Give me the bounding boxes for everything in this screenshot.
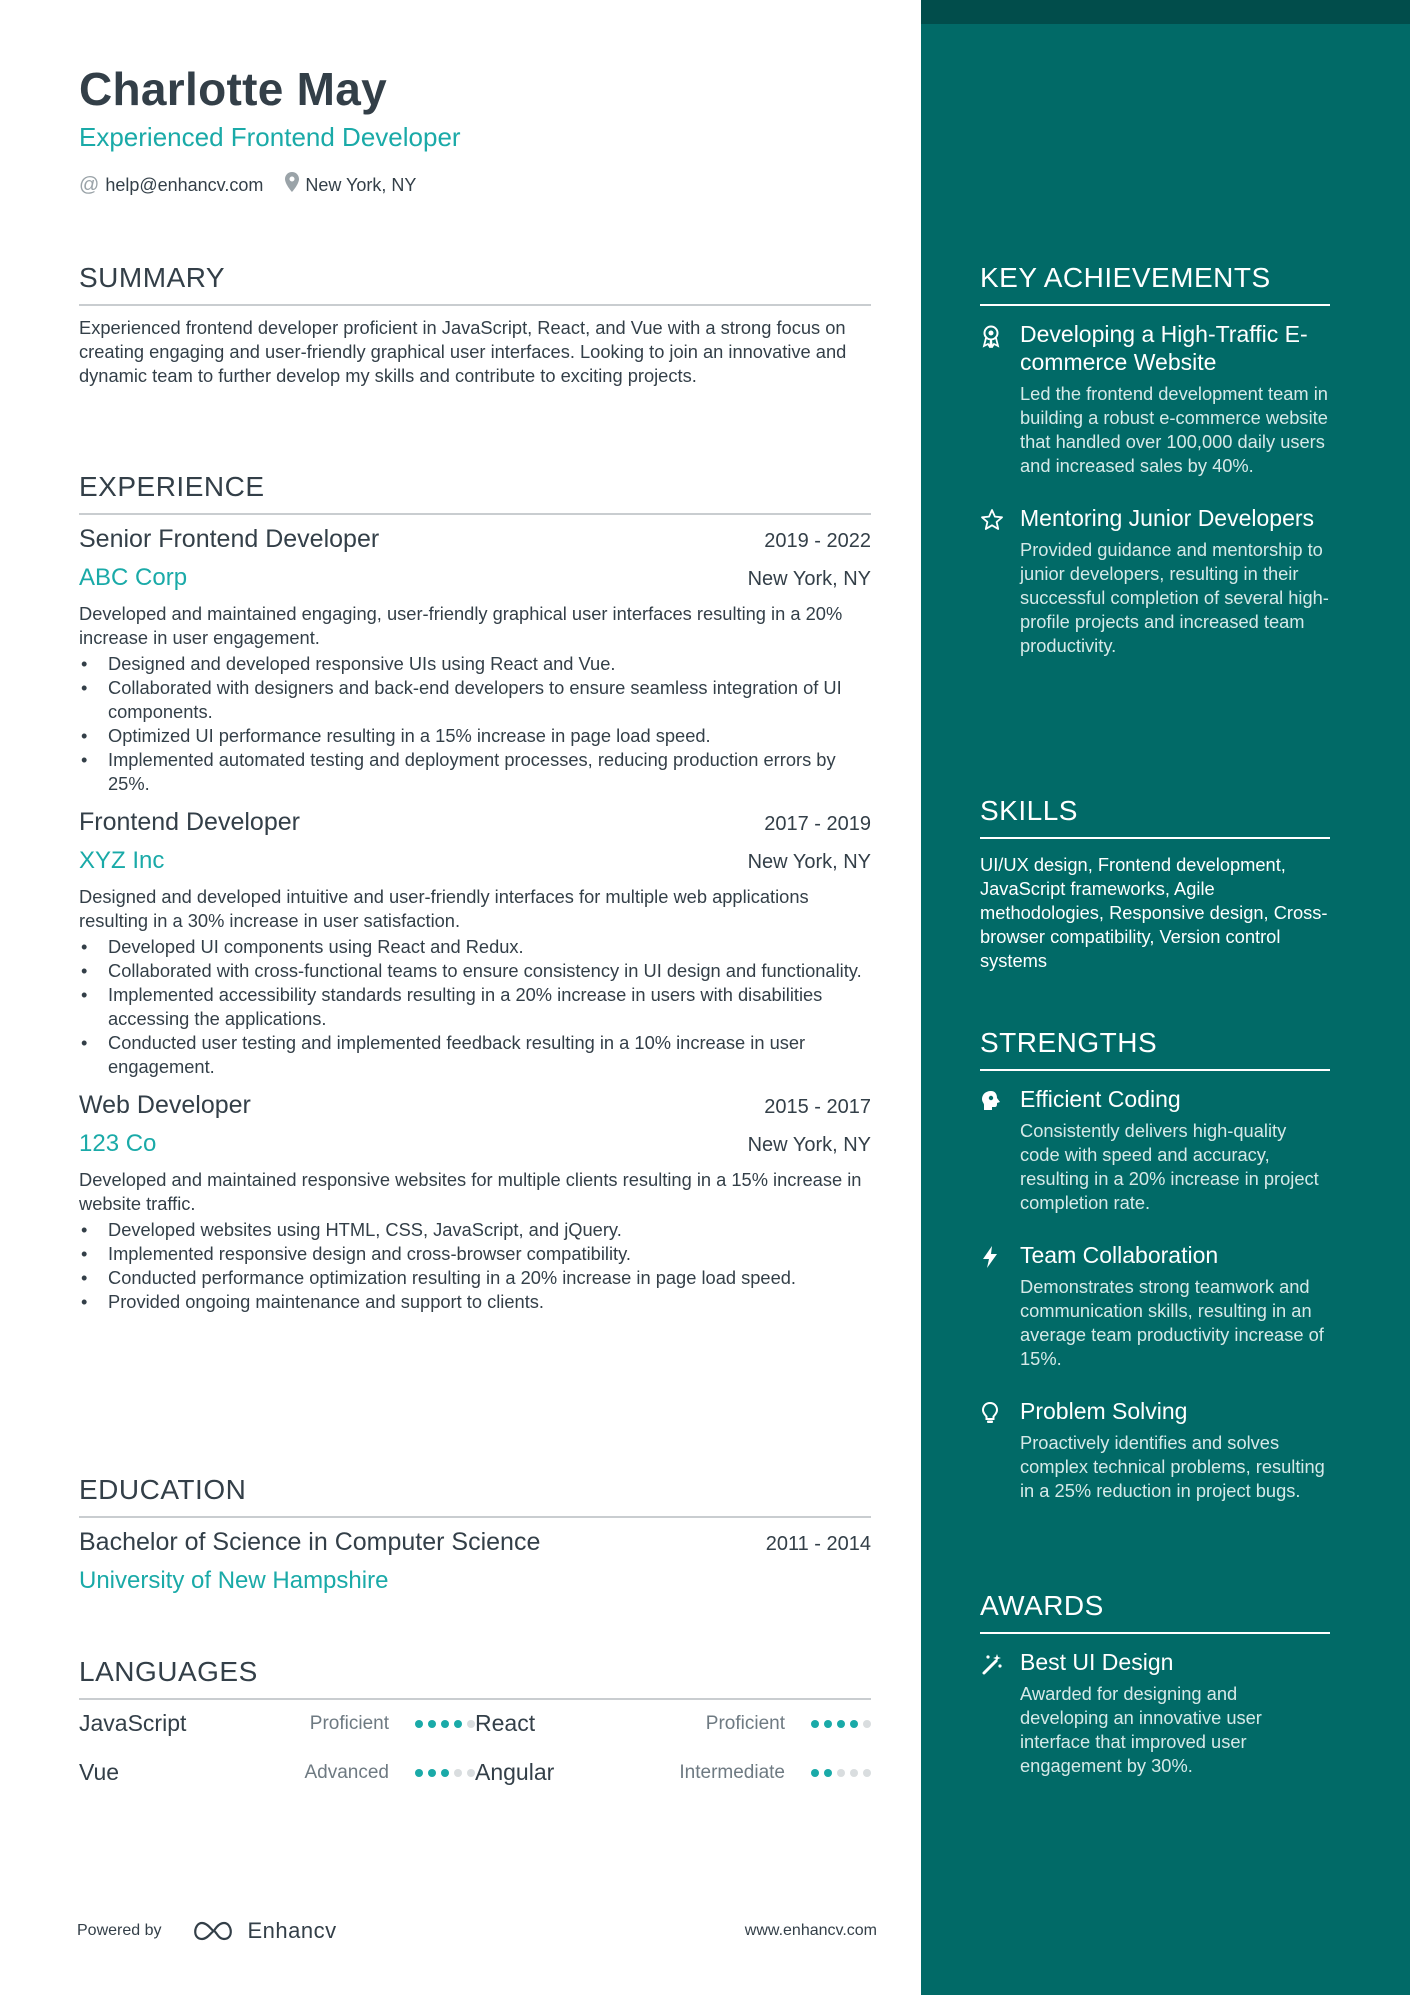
- achievement-item: [980, 320, 1330, 478]
- rating-dot: [824, 1720, 832, 1728]
- strength-item: [980, 1397, 1330, 1503]
- achievements-section: [980, 262, 1330, 684]
- location-pin-icon: [285, 172, 299, 198]
- job-location: New York, NY: [747, 851, 871, 873]
- award-item: [980, 1648, 1330, 1778]
- contact-info: [79, 172, 416, 198]
- language-level: Intermediate: [679, 1761, 785, 1783]
- award-icon: [980, 320, 1020, 478]
- experience-section: [79, 471, 871, 1326]
- achievement-text: Led the frontend development team in building a robust e-commerce website that handled over 100,000 daily users and increased sales by 40%.: [1020, 383, 1328, 476]
- rating-dot: [863, 1720, 871, 1728]
- languages-section: [79, 1656, 871, 1786]
- strengths-heading: STRENGTHS: [980, 1027, 1330, 1071]
- language-item: [79, 1710, 475, 1737]
- achievement-item: [980, 504, 1330, 658]
- list-item: • Designed and developed responsive UIs using React and Vue.: [79, 652, 871, 676]
- education-heading: EDUCATION: [79, 1474, 871, 1518]
- job-bullets: [79, 1218, 871, 1314]
- enhancv-logo[interactable]: [190, 1918, 337, 1944]
- lightning-icon: [980, 1241, 1020, 1371]
- language-name: Angular: [475, 1759, 555, 1785]
- job-description: Developed and maintained responsive websites for multiple clients resulting in a 15% increase in website traffic.: [79, 1169, 862, 1214]
- language-rating: [811, 1720, 871, 1728]
- rating-dot: [428, 1769, 436, 1777]
- rating-dot: [811, 1720, 819, 1728]
- website-link[interactable]: www.enhancv.com: [744, 1922, 877, 1939]
- list-item: • Conducted user testing and implemented feedback resulting in a 10% increase in user engagement.: [79, 1031, 871, 1079]
- strength-text: Proactively identifies and solves complex technical problems, resulting in a 25% reduction in project bugs.: [1020, 1432, 1325, 1501]
- education-dates: 2011 - 2014: [765, 1533, 871, 1555]
- education-section: [79, 1474, 871, 1595]
- language-level: Advanced: [304, 1761, 389, 1783]
- job-description: Designed and developed intuitive and user-friendly interfaces for multiple web applications resulting in a 30% increase in user satisfaction.: [79, 886, 809, 931]
- rating-dot: [415, 1720, 423, 1728]
- strength-text: Consistently delivers high-quality code with speed and accuracy, resulting in a 20% increase in project completion rate.: [1020, 1120, 1319, 1213]
- wand-icon: [980, 1648, 1020, 1778]
- skills-text: UI/UX design, Frontend development, JavaScript frameworks, Agile methodologies, Responsive design, Cross-browser compatibility, Version control systems: [980, 854, 1328, 971]
- skills-heading: SKILLS: [980, 795, 1330, 839]
- job-entry: [79, 525, 871, 796]
- language-item: [475, 1759, 871, 1786]
- job-dates: 2015 - 2017: [764, 1096, 871, 1118]
- rating-dot: [454, 1720, 462, 1728]
- strength-title: Team Collaboration: [1020, 1242, 1219, 1268]
- list-item: • Provided ongoing maintenance and support to clients.: [79, 1290, 871, 1314]
- language-level: Proficient: [309, 1712, 389, 1734]
- job-company: XYZ Inc: [79, 847, 165, 874]
- rating-dot: [837, 1720, 845, 1728]
- language-rating: [811, 1769, 871, 1777]
- strength-title: Efficient Coding: [1020, 1086, 1181, 1112]
- languages-grid: [79, 1710, 871, 1786]
- list-item: • Developed websites using HTML, CSS, JavaScript, and jQuery.: [79, 1218, 871, 1242]
- rating-dot: [467, 1769, 475, 1777]
- strength-item: [980, 1241, 1330, 1371]
- rating-dot: [863, 1769, 871, 1777]
- summary-section: [79, 262, 871, 388]
- education-degree: Bachelor of Science in Computer Science: [79, 1528, 541, 1556]
- language-name: Vue: [79, 1759, 120, 1785]
- sidebar-top-band: [921, 0, 1410, 24]
- language-rating: [415, 1769, 475, 1777]
- job-role: Web Developer: [79, 1091, 251, 1119]
- list-item: • Implemented accessibility standards resulting in a 20% increase in users with disabilities accessing the applications.: [79, 983, 871, 1031]
- job-role: Senior Frontend Developer: [79, 525, 380, 553]
- summary-text: Experienced frontend developer proficient in JavaScript, React, and Vue with a strong focus on creating engaging and user-friendly graphical user interfaces. Looking to join an innovative and dynamic team to further develop my skills and contribute to exciting projects.: [79, 317, 847, 386]
- rating-dot: [415, 1769, 423, 1777]
- list-item: • Conducted performance optimization resulting in a 20% increase in page load speed.: [79, 1266, 871, 1290]
- language-name: React: [475, 1710, 536, 1736]
- brand-name: Enhancv: [247, 1918, 337, 1943]
- list-item: • Implemented automated testing and deployment processes, reducing production errors by 25%.: [79, 748, 871, 796]
- summary-heading: SUMMARY: [79, 262, 871, 306]
- rating-dot: [850, 1769, 858, 1777]
- education-school: University of New Hampshire: [79, 1567, 389, 1594]
- language-level: Proficient: [705, 1712, 785, 1734]
- job-dates: 2019 - 2022: [764, 530, 871, 552]
- enhancv-logo-icon: [190, 1919, 236, 1943]
- candidate-name: Charlotte May: [79, 63, 388, 115]
- strengths-section: [980, 1027, 1330, 1529]
- rating-dot: [850, 1720, 858, 1728]
- brain-icon: [980, 1085, 1020, 1215]
- award-title: Best UI Design: [1020, 1649, 1174, 1675]
- strength-text: Demonstrates strong teamwork and communication skills, resulting in an average team productivity increase of 15%.: [1020, 1276, 1324, 1369]
- list-item: • Collaborated with designers and back-end developers to ensure seamless integration of UI components.: [79, 676, 871, 724]
- language-item: [475, 1710, 871, 1737]
- job-description: Developed and maintained engaging, user-friendly graphical user interfaces resulting in a 20% increase in user engagement.: [79, 603, 843, 648]
- skills-section: [980, 795, 1330, 973]
- job-location: New York, NY: [747, 568, 871, 590]
- rating-dot: [467, 1720, 475, 1728]
- list-item: • Implemented responsive design and cross-browser compatibility.: [79, 1242, 871, 1266]
- candidate-title: Experienced Frontend Developer: [79, 122, 461, 152]
- rating-dot: [837, 1769, 845, 1777]
- at-icon: @: [79, 173, 100, 196]
- awards-heading: AWARDS: [980, 1590, 1330, 1634]
- rating-dot: [454, 1769, 462, 1777]
- footer: [77, 1918, 877, 1944]
- strength-title: Problem Solving: [1020, 1398, 1188, 1424]
- list-item: • Optimized UI performance resulting in a 15% increase in page load speed.: [79, 724, 871, 748]
- language-name: JavaScript: [79, 1710, 187, 1736]
- achievements-heading: KEY ACHIEVEMENTS: [980, 262, 1330, 306]
- location-text: New York, NY: [305, 174, 417, 195]
- job-entry: [79, 1091, 871, 1314]
- achievement-title: Developing a High-Traffic E-commerce Website: [1020, 321, 1308, 375]
- powered-by-label: Powered by: [77, 1922, 162, 1939]
- job-role: Frontend Developer: [79, 808, 300, 836]
- job-location: New York, NY: [747, 1134, 871, 1156]
- awards-section: [980, 1590, 1330, 1804]
- job-company: ABC Corp: [79, 564, 188, 591]
- rating-dot: [824, 1769, 832, 1777]
- list-item: • Developed UI components using React and Redux.: [79, 935, 871, 959]
- job-entry: [79, 808, 871, 1079]
- job-bullets: [79, 652, 871, 796]
- strength-item: [980, 1085, 1330, 1215]
- achievement-title: Mentoring Junior Developers: [1020, 505, 1315, 531]
- job-dates: 2017 - 2019: [764, 813, 871, 835]
- experience-heading: EXPERIENCE: [79, 471, 871, 515]
- list-item: • Collaborated with cross-functional teams to ensure consistency in UI design and functionality.: [79, 959, 871, 983]
- language-item: [79, 1759, 475, 1786]
- rating-dot: [428, 1720, 436, 1728]
- languages-heading: LANGUAGES: [79, 1656, 871, 1700]
- rating-dot: [811, 1769, 819, 1777]
- job-company: 123 Co: [79, 1130, 157, 1157]
- lightbulb-icon: [980, 1397, 1020, 1503]
- award-text: Awarded for designing and developing an innovative user interface that improved user engagement by 30%.: [1020, 1683, 1262, 1776]
- star-icon: [980, 504, 1020, 658]
- achievement-text: Provided guidance and mentorship to junior developers, resulting in their successful completion of several high-profile projects and increased team productivity.: [1020, 539, 1329, 656]
- language-rating: [415, 1720, 475, 1728]
- rating-dot: [441, 1720, 449, 1728]
- rating-dot: [441, 1769, 449, 1777]
- email-link[interactable]: help@enhancv.com: [105, 174, 264, 195]
- job-bullets: [79, 935, 871, 1079]
